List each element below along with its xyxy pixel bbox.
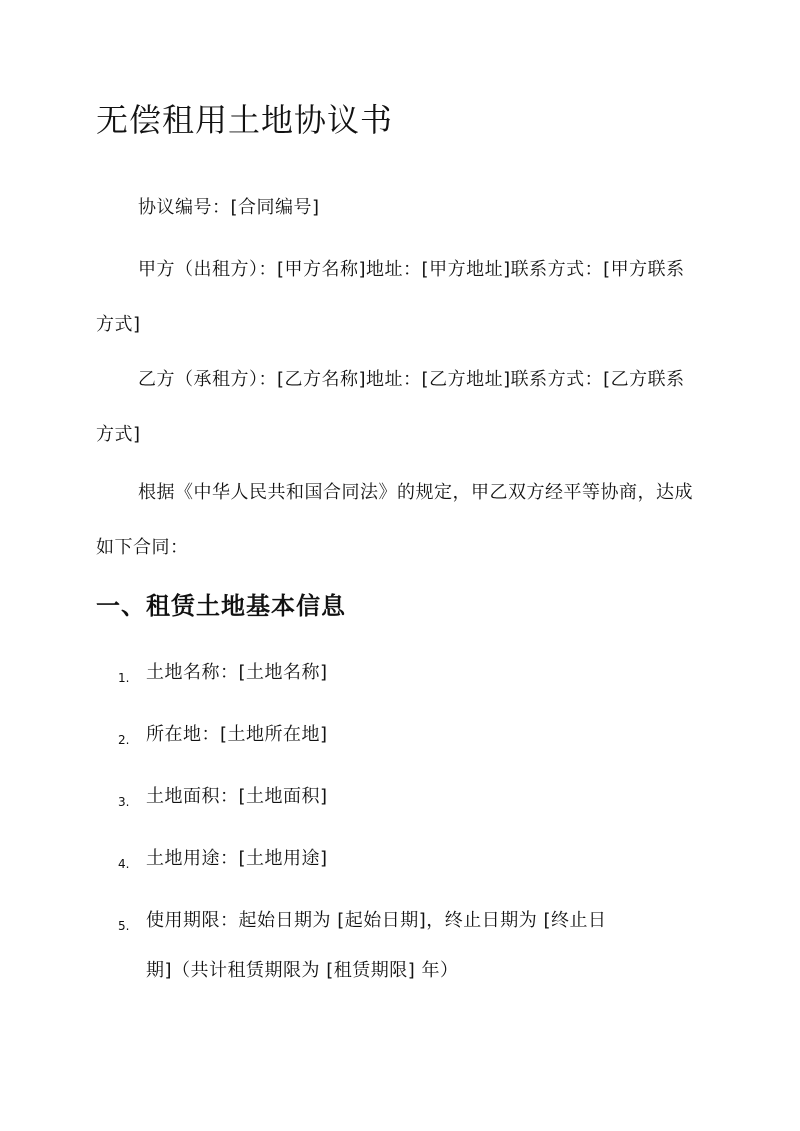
list-item-text: 土地名称：[土地名称]	[146, 662, 328, 683]
list-item-text: 土地用途：[土地用途]	[146, 848, 328, 869]
list-number: 2.	[118, 733, 130, 747]
list-number: 4.	[118, 857, 130, 871]
document-title: 无偿租用土地协议书	[96, 101, 394, 139]
list-item	[0, 648, 800, 710]
list-number: 3.	[118, 795, 130, 809]
party-b-info: 乙方（承租方）：[乙方名称]地址：[乙方地址]联系方式：[乙方联系方式]	[96, 369, 685, 445]
section-heading-land-info: 一、租赁土地基本信息	[96, 592, 346, 620]
land-info-list	[0, 648, 800, 1006]
list-item	[0, 896, 800, 1006]
list-item-text: 使用期限：起始日期为 [起始日期]，终止日期为 [终止日期]（共计租赁期限为 [租赁期限] 年）	[146, 910, 607, 981]
list-item-text: 所在地：[土地所在地]	[146, 724, 328, 745]
party-a-info: 甲方（出租方）：[甲方名称]地址：[甲方地址]联系方式：[甲方联系方式]	[96, 259, 685, 335]
list-item-text: 土地面积：[土地面积]	[146, 786, 328, 807]
legal-basis-paragraph: 根据《中华人民共和国合同法》的规定，甲乙双方经平等协商，达成如下合同：	[96, 482, 693, 558]
list-number: 5.	[118, 919, 130, 933]
list-item	[0, 834, 800, 896]
agreement-number: 协议编号：[合同编号]	[138, 197, 320, 218]
list-item	[0, 772, 800, 834]
list-item	[0, 710, 800, 772]
list-number: 1.	[118, 671, 130, 685]
